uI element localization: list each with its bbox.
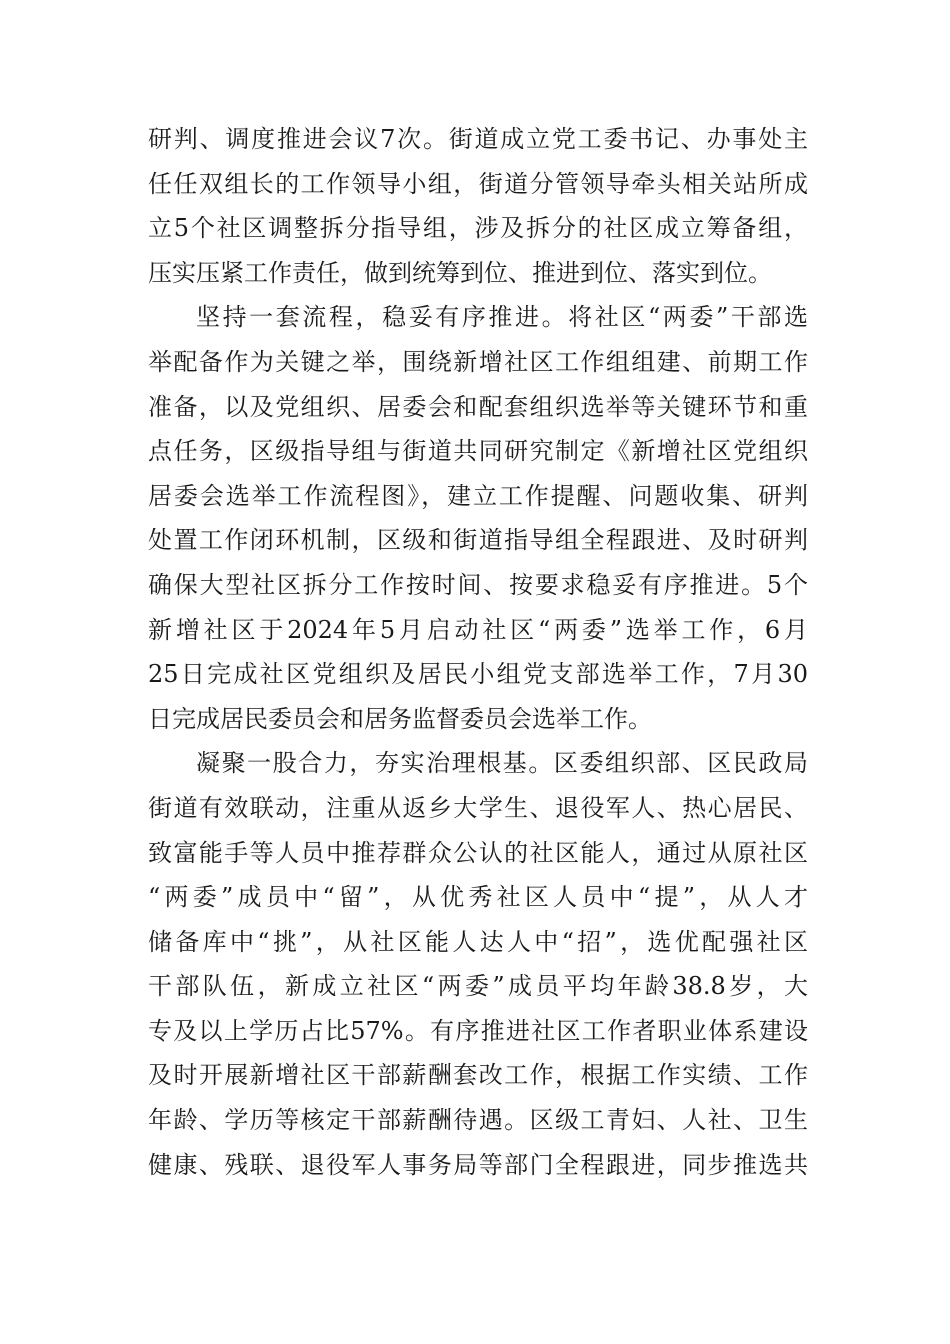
text-line: 压实压紧工作责任，做到统筹到位、推进到位、落实到位。 (148, 258, 772, 287)
text-line: 日完成居民委员会和居务监督委员会选举工作。 (148, 704, 652, 733)
text-line: 确保大型社区拆分工作按时间、按要求稳妥有序推进。5个 (148, 570, 808, 599)
text-line: 储备库中“挑”，从社区能人达人中“招”，选优配强社区 (148, 927, 808, 956)
text-line: 立5个社区调整拆分指导组，涉及拆分的社区成立筹备组， (148, 214, 808, 243)
text-line: 研判、调度推进会议7次。街道成立党工委书记、办事处主 (148, 125, 808, 153)
text-line: 致富能手等人员中推荐群众公认的社区能人，通过从原社区 (148, 838, 808, 867)
text-line: 健康、残联、退役军人事务局等部门全程跟进，同步推选共 (148, 1150, 808, 1179)
text-line: 点任务，区级指导组与街道共同研究制定《新增社区党组织 (148, 437, 808, 466)
text-line: 任任双组长的工作领导小组，街道分管领导牵头相关站所成 (148, 169, 808, 198)
paragraph-first-line: 凝聚一股合力，夯实治理根基。区委组织部、区民政局 (196, 749, 808, 778)
text-line: 新增社区于2024年5月启动社区“两委”选举工作，6月 (148, 615, 808, 644)
text-line: 及时开展新增社区干部薪酬套改工作，根据工作实绩、工作 (148, 1061, 808, 1090)
text-line: 居委会选举工作流程图》，建立工作提醒、问题收集、研判 (148, 481, 808, 510)
text-line: 处置工作闭环机制，区级和街道指导组全程跟进、及时研判 (148, 526, 808, 555)
text-line: 年龄、学历等核定干部薪酬待遇。区级工青妇、人社、卫生 (148, 1106, 808, 1135)
paragraph-first-line: 坚持一套流程，稳妥有序推进。将社区“两委”干部选 (196, 303, 808, 332)
text-line: 准备，以及党组织、居委会和配套组织选举等关键环节和重 (148, 392, 808, 421)
text-line: 专及以上学历占比57%。有序推进社区工作者职业体系建设 (148, 1016, 808, 1045)
text-line: 25日完成社区党组织及居民小组党支部选举工作，7月30 (148, 660, 808, 689)
body-text (148, 117, 808, 1187)
text-line: 街道有效联动，注重从返乡大学生、退役军人、热心居民、 (148, 793, 808, 822)
text-line: “两委”成员中“留”，从优秀社区人员中“提”，从人才 (148, 883, 808, 912)
text-line: 举配备作为关键之举，围绕新增社区工作组组建、前期工作 (148, 347, 808, 376)
text-line: 干部队伍，新成立社区“两委”成员平均年龄38.8岁，大 (148, 972, 808, 1001)
